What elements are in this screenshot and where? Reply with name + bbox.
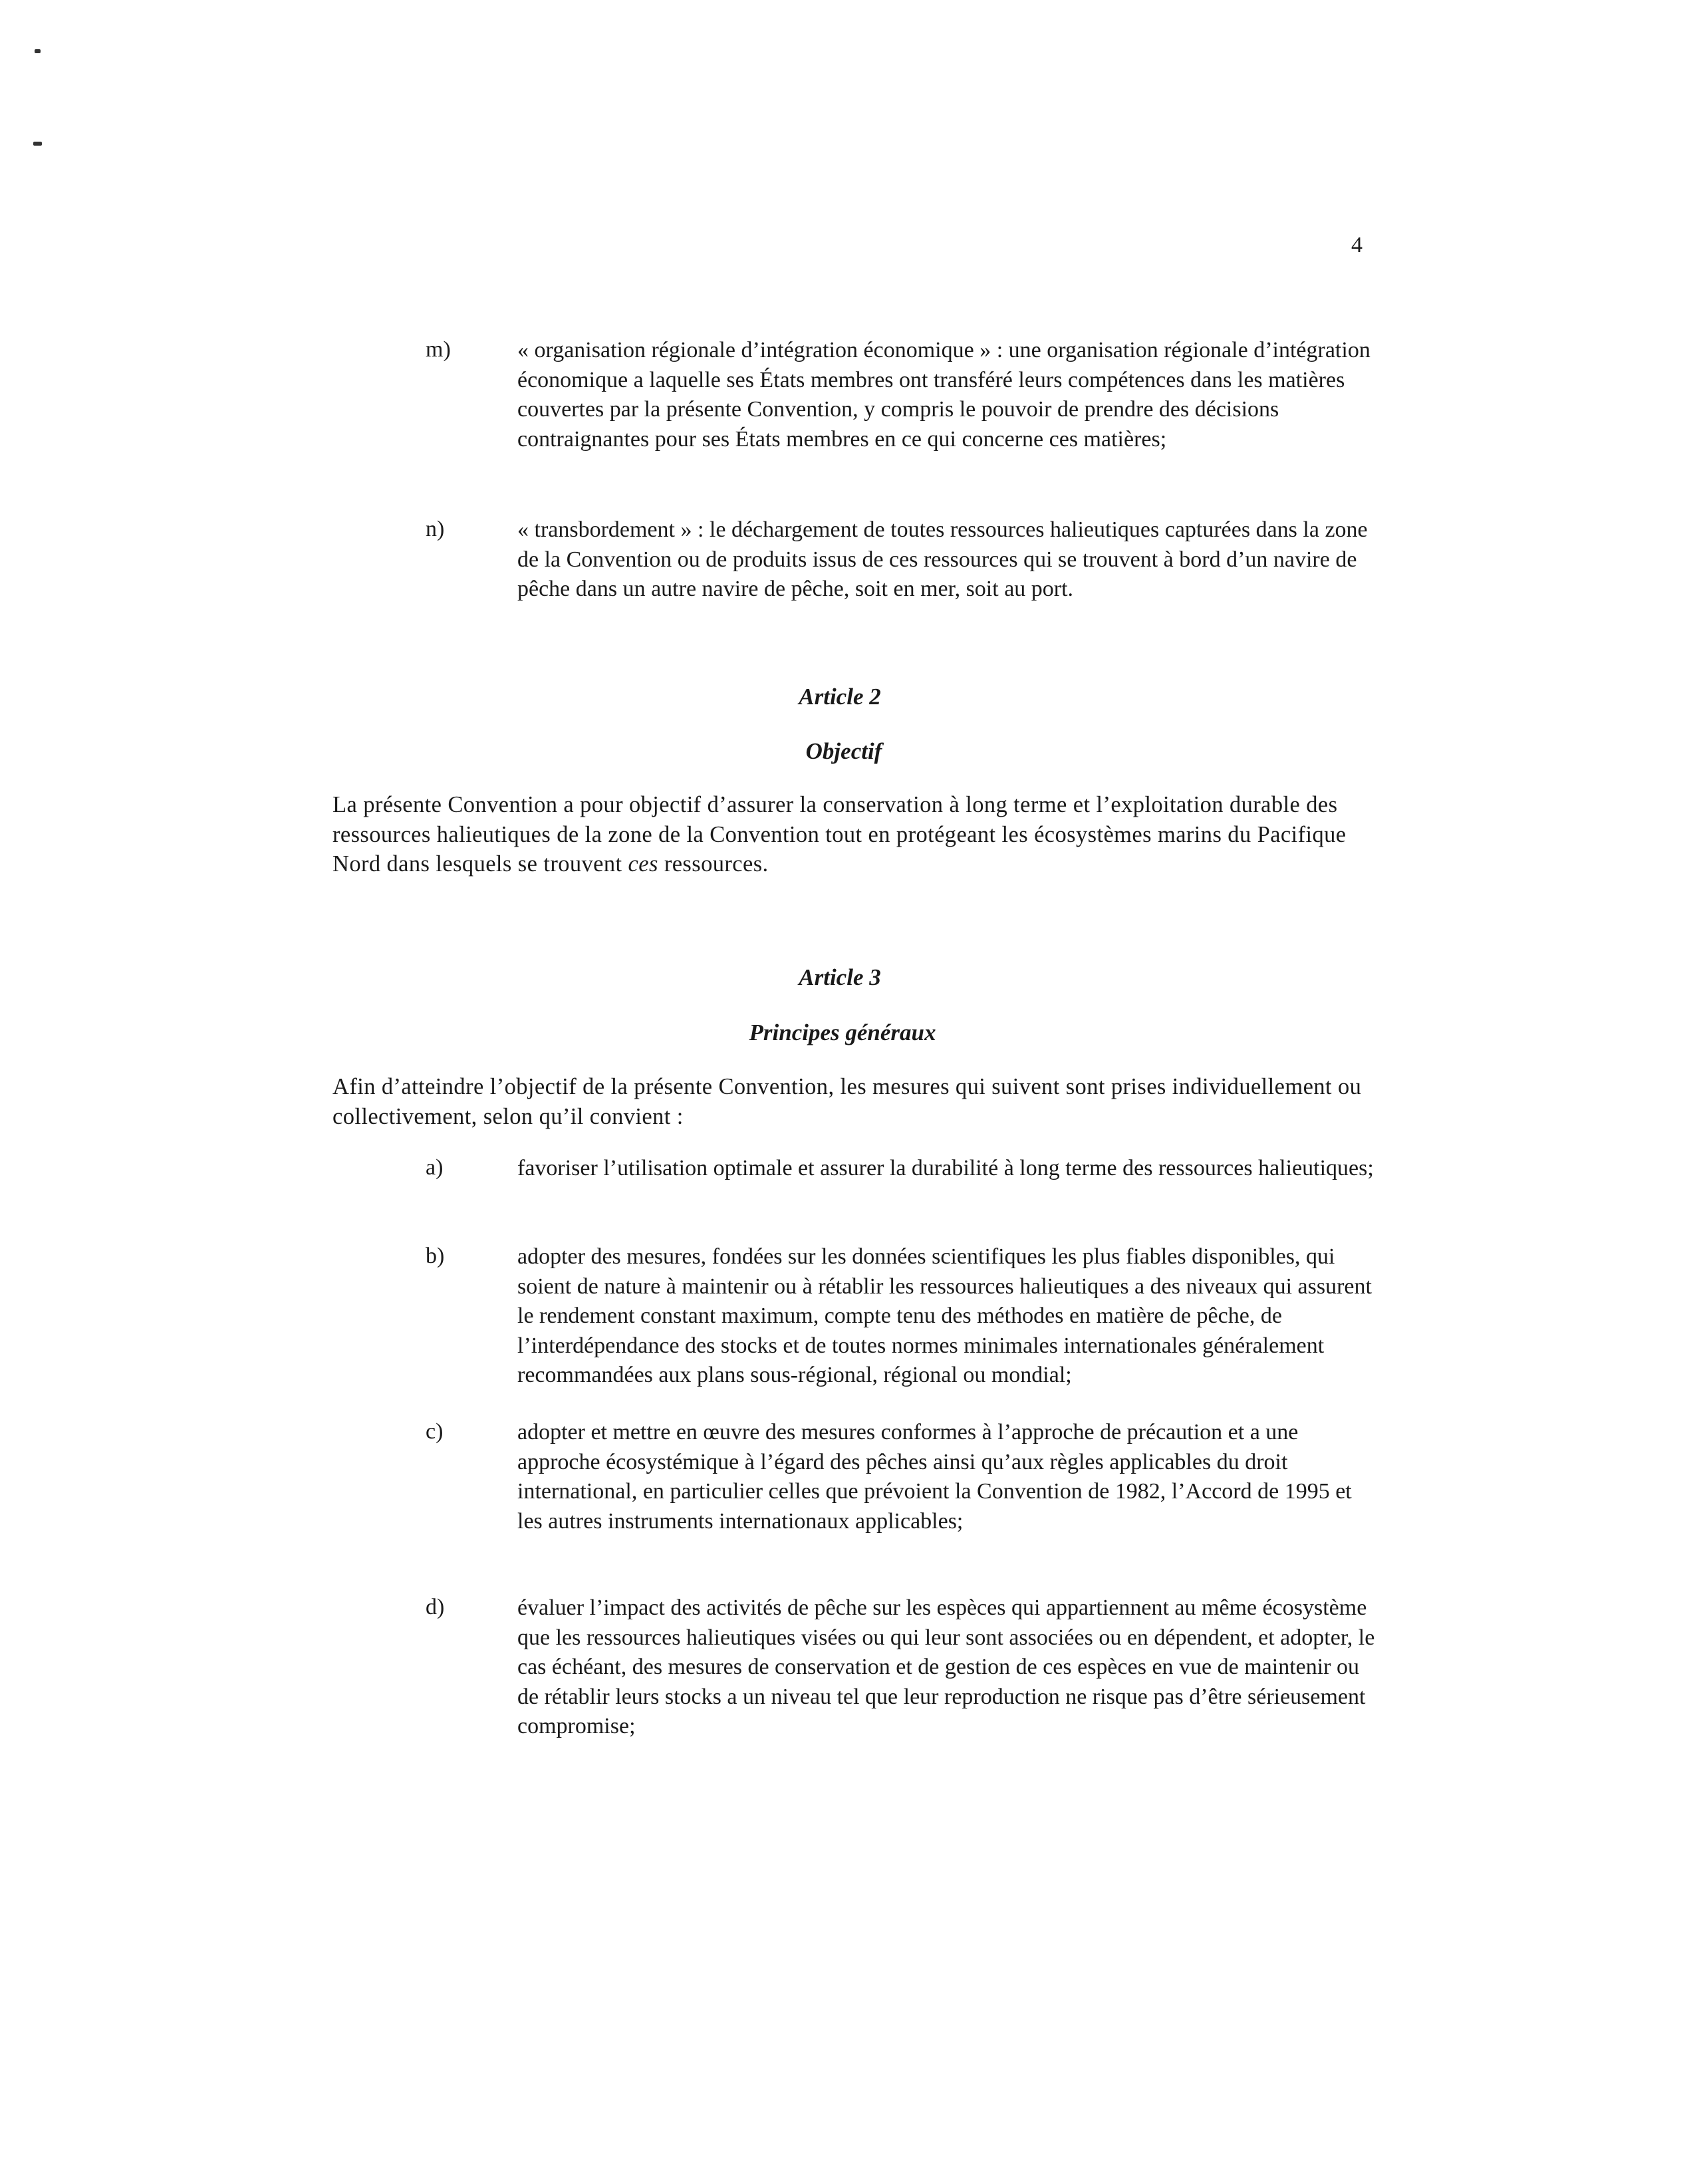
item-label: m) — [426, 337, 451, 362]
item-text: favoriser l’utilisation optimale et assurer la durabilité à long terme des ressources halieutiques; — [517, 1156, 1374, 1180]
item-label: b) — [426, 1244, 445, 1268]
article-2-title: Objectif — [805, 738, 882, 764]
scan-mark-top — [35, 49, 41, 53]
page-number: 4 — [1351, 233, 1363, 257]
item-text: évaluer l’impact des activités de pêche sur les espèces qui appartiennent au même écosystème que les ressources halieutiques visées ou qui leur sont associées ou en dépendent, et adopter, le cas échéant, des mesures de conservation et de gestion de ces espèces en vue de maintenir ou de rétablir leurs stocks a un niveau tel que leur reproduction ne risque pas d’être sérieusement compromise; — [517, 1595, 1375, 1738]
scan-mark-middle — [33, 142, 42, 146]
item-text: adopter des mesures, fondées sur les données scientifiques les plus fiables disponibles, qui soient de nature à maintenir ou à rétablir les ressources halieutiques a des niveaux qui assurent le rendement constant maximum, compte tenu des méthodes en matière de pêche, de l’interdépendance des stocks et de toutes normes minimales internationales généralement recommandées aux plans sous-régional, régional ou mondial; — [517, 1244, 1372, 1387]
item-text: « organisation régionale d’intégration économique » : une organisation régionale d’intégration économique a laquelle ses États membres ont transféré leurs compétences dans les matières couvertes par la présente Convention, y compris le pouvoir de prendre des décisions contraignantes pour ses États membres en ce qui concerne ces matières; — [517, 338, 1370, 452]
item-label: d) — [426, 1595, 445, 1619]
article-3-intro: Afin d’atteindre l’objectif de la présente Convention, les mesures qui suivent sont prises individuellement ou collectivement, selon qu’il convient : — [332, 1074, 1362, 1129]
article-2-heading: Article 2 — [799, 684, 881, 710]
article-3-heading: Article 3 — [799, 964, 881, 990]
paragraph-text-end: ressources. — [658, 851, 769, 877]
paragraph-text: La présente Convention a pour objectif d’assurer la conservation à long terme et l’exploitation durable des ressources halieutiques de la zone de la Convention tout en protégeant les écosystèmes marins du Pacifique Nord dans lesquels se trouvent — [332, 792, 1347, 877]
article-2-paragraph — [332, 790, 1383, 879]
paragraph-emphasis: ces — [628, 851, 658, 877]
article-3-title: Principes généraux — [749, 1020, 936, 1045]
item-label: a) — [426, 1155, 444, 1180]
item-text: « transbordement » : le déchargement de toutes ressources halieutiques capturées dans la zone de la Convention ou de produits issus de ces ressources qui se trouvent à bord d’un navire de pêche dans un autre navire de pêche, soit en mer, soit au port. — [517, 517, 1368, 601]
item-label: n) — [426, 517, 445, 541]
item-label: c) — [426, 1419, 444, 1444]
item-text: adopter et mettre en œuvre des mesures conformes à l’approche de précaution et a une approche écosystémique à l’égard des pêches ainsi qu’aux règles applicables du droit international, en particulier celles que prévoient la Convention de 1982, l’Accord de 1995 et les autres instruments internationaux applicables; — [517, 1420, 1352, 1534]
